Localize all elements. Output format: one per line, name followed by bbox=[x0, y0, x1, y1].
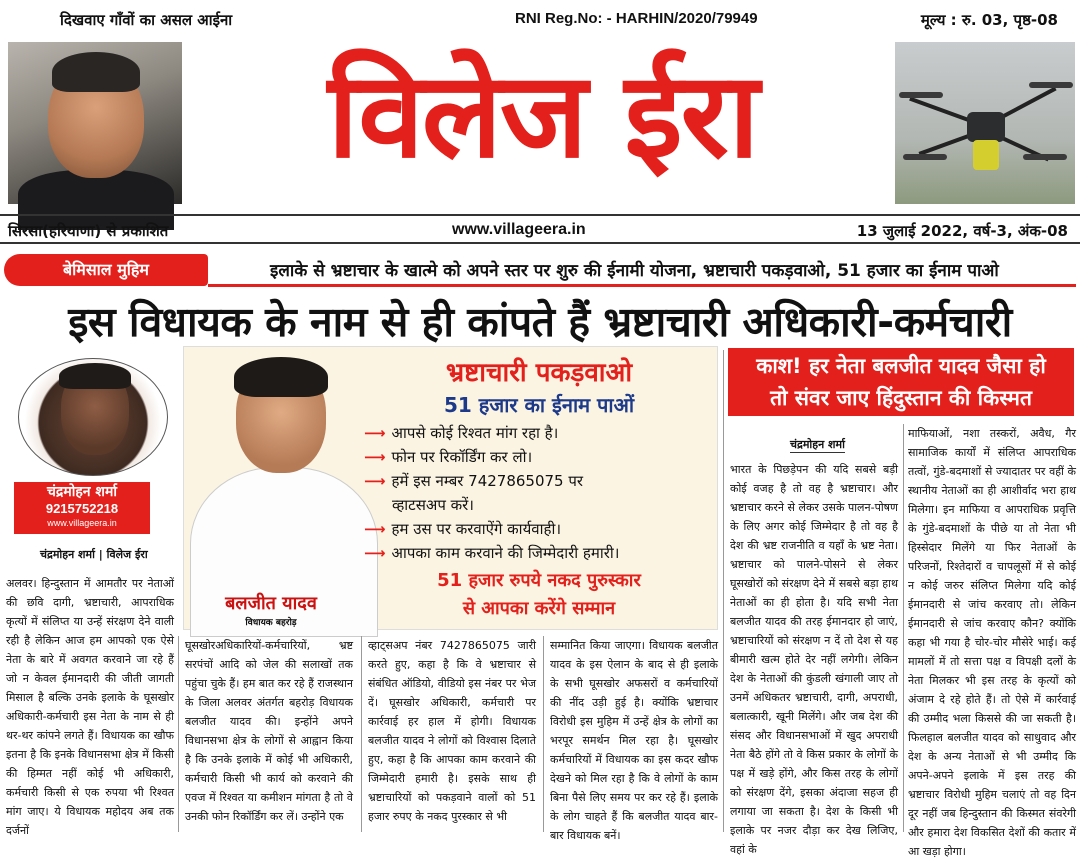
anti-corruption-ad bbox=[183, 346, 718, 630]
published-from: सिरसा(हरियाणा) से प्रकाशित bbox=[8, 222, 169, 240]
reporter-photo bbox=[18, 358, 168, 476]
arrow-icon: ⟶ bbox=[364, 472, 386, 490]
ad-title: भ्रष्टाचारी पकड़वाओ bbox=[445, 358, 633, 388]
article-column-1: अलवर। हिन्दुस्तान में आमतौर पर नेताओं की छवि दागी, भ्रष्टाचारी, आपराधिक कृत्यों में संलिप्त या उन्हें संरक्षण देने वाली रही है लेकिन आज हम आपको एक ऐसे नेता के बारे में अवगत करवाने जा रहे हैं जो न केवल ईमानदारी की जीती जागती मिसाल है बल्कि उनके इलाके के घूसखोर अधिकारी-कर्मचारी इस नेता के नाम से ही थर-थर कांपने लगते हैं। विधायक का खौफ इतना है कि इनके विधानसभा क्षेत्र में किसी की हिम्मत नहीं कोई भी अधिकारी, कर्मचारी किसी से एक रुपया भी रिश्वत मांग जाए। ये विधायक महोदय अब तक दर्जनों bbox=[6, 577, 174, 837]
politician-photo bbox=[8, 42, 182, 204]
reporter-phone: 9215752218 bbox=[45, 501, 119, 516]
drone-photo bbox=[895, 42, 1075, 204]
campaign-banner bbox=[0, 252, 1080, 288]
ad-list bbox=[364, 421, 714, 565]
mla-title: विधायक बहरोड़ bbox=[245, 618, 297, 628]
campaign-text: इलाके से भ्रष्टाचार के खात्मे को अपने स्तर पर शुरु की ईनामी योजना, भ्रष्टाचारी पकड़वाओ, 51 हजार का ईनाम पाओ bbox=[270, 261, 999, 281]
ad-item: ⟶ हमें इस नम्बर 7427865075 पर bbox=[364, 472, 584, 490]
ad-subtitle: 51 हजार का ईनाम पाओं bbox=[443, 393, 635, 417]
rni-number: RNI Reg.No: - HARHIN/2020/79949 bbox=[515, 10, 758, 27]
mla-name: बलजीत यादव bbox=[225, 593, 317, 614]
article-column-3: व्हाट्सअप नंबर 7427865075 जारी करते हुए, कहा है कि वे भ्रष्टाचार से संबंधित ऑडियो, वीडियो इस नंबर पर भेज दें। घूसखोर अधिकारी, कर्मचारी पर कार्रवाई हर हाल में होगी। विधायक बलजीत यादव ने लोगों को विश्वास दिलाते हुए, कहा है कि आपका काम करवाने की जिम्मेदारी हमारी है। इसके साथ ही भ्रष्टाचारियों को पकड़वाने वालों को 51 हजार रुपए के नकद पुरस्कार से भी bbox=[368, 639, 536, 823]
opinion-byline: चंद्रमोहन शर्मा bbox=[790, 438, 845, 451]
arrow-icon: ⟶ bbox=[364, 520, 386, 538]
article-column-2: घूसखोरअधिकारियों-कर्मचारियों, भ्रष्ट सरपंचों आदि को जेल की सलाखों तक पहुंचा चुके हैं। हम बात कर रहे हैं राजस्थान के जिला अलवर अंतर्गत बहरोड़ विधायक बलजीत यादव की। इन्होंने अपने विधानसभा क्षेत्र के लोगों से आह्वान किया है कि उनके इलाके में कोई भी अधिकारी, कर्मचारी किसी भी कार्य को करवाने की एवज में रिश्वत या कमीशन मांगता है तो वे उनकी फोन रिकॉर्डिंग कर लें। उन्होंने एक bbox=[185, 639, 353, 823]
ad-item: ⟶ फोन पर रिकॉर्डिंग कर लो। bbox=[364, 448, 533, 466]
website-link[interactable]: www.villageera.in bbox=[452, 221, 586, 238]
ad-reward: 51 हजार रुपये नकद पुरुस्कार से आपका करेंगे सम्मान bbox=[437, 570, 641, 619]
opinion-headline: काश! हर नेता बलजीत यादव जैसा हो तो संवर जाए हिंदुस्तान की किस्मत bbox=[728, 348, 1074, 416]
opinion-column-1: भारत के पिछड़ेपन की यदि सबसे बड़ी कोई वजह है तो वह है भ्रष्टाचार। और भ्रष्टाचार करने से लेकर उसके पालन-पोषण के लिए अगर कोई जिम्मेदार है तो वह है देश की भ्रष्ट राजनीति व यहाँ के भ्रष्ट नेता। भ्रष्टाचार को पालने-पोसने से लेकर घूसखोरों को संरक्षण देने में सबसे बड़ा हाथ नेताओं का ही होता है। यदि सभी नेता बलजीत यादव की तरह ईमानदार हो जाएं, भ्रष्टाचारियों को संरक्षण न दें तो देश से यह बीमारी खत्म होते देर नहीं लगेगी। लेकिन देश के नेताओं की कुंडली खंगाली जाए तो उनमें अधिकतर भ्रष्टाचारी, दागी, अपराधी, बलात्कारी, खूनी मिलेंगे। और जब देश की संसद और विधानसभाओं में खुद अपराधी नेता बैठे होंगे तो वे किस प्रकार के लोगों के पक्ष में खड़े होंगे, और किस तरह के लोगों को संरक्षण देंगे, इसका अंदाजा सहज ही लगाया जा सकता है। देश के किसी भी इलाके पर नजर दौड़ा कर देख लिजिए, वहां के bbox=[730, 463, 898, 856]
price-pages: मूल्य : रु. 03, पृष्ठ-08 bbox=[920, 11, 1058, 29]
arrow-icon: ⟶ bbox=[364, 544, 386, 562]
article-byline: चंद्रमोहन शर्मा | विलेज ईरा bbox=[40, 548, 148, 561]
ad-item: ⟶ आपका काम करवाने की जिम्मेदारी हमारी। bbox=[364, 544, 620, 562]
main-headline: इस विधायक के नाम से ही कांपते हैं भ्रष्टाचारी अधिकारी-कर्मचारी bbox=[68, 298, 1012, 346]
arrow-icon: ⟶ bbox=[364, 424, 386, 442]
top-strip bbox=[0, 6, 1080, 32]
arrow-icon: ⟶ bbox=[364, 448, 386, 466]
opinion-column-2: माफियाओं, नशा तस्करों, अवैध, गैर सामाजिक कार्यों में संलिप्त आपराधिक तत्वों, गुंडे-बदमाशों से ज्यादातर पर वहीं के स्थानीय नेताओं का ही आशीर्वाद भरा हाथ मिलेगा। इन माफिया व आपराधिक प्रवृत्ति के गुंडे-बदमाशों के पीछे या तो नेता भी हिस्सेदार मिलेंगे या फिर नेताओं के परिजनों, रिश्तेदारों व चापलूसों में से कोई न कोई जरुर संलिप्त मिलेगा यदि कोई ईमानदारी से जांच करवाए तो। लेकिन ईमानदारी से जांच करवाए कौन? क्योंकि कहा भी गया है चोर-चोर मौसेरे भाई। कई मामलों में तो सत्ता पक्ष व विपक्षी दलों के नेता मिलकर भी इस तरह के कृत्यों को अंजाम दे रहे होते हैं। तो ऐसे में कार्रवाई की उम्मीद भला किससे की जा सकती है। फिलहाल बलजीत यादव को साधुवाद और देश के अन्य नेताओं से भी उम्मीद कि अपने-अपने इलाके में इस तरह की भ्रष्टाचार विरोधी मुहिम चलाएं तो वह दिन दूर नहीं जब हिन्दुस्तान की किस्मत संवरेगी और हमारा देश विकसित देशों की कतार में आ खड़ा होगा। bbox=[908, 427, 1076, 858]
reporter-name: चंद्रमोहन शर्मा bbox=[47, 484, 117, 500]
info-bar bbox=[0, 214, 1080, 244]
ad-item: व्हाटसअप करें। bbox=[392, 496, 474, 514]
ad-item: ⟶ आपसे कोई रिश्वत मांग रहा है। bbox=[364, 424, 559, 442]
article-column-4: सम्मानित किया जाएगा। विधायक बलजीत यादव के इस ऐलान के बाद से ही इलाके के सभी घूसखोर अफसरों व कर्मचारियों की नींद उड़ी हुई है। क्योंकि भ्रष्टाचार विरोधी इस मुहिम में उन्हें क्षेत्र के लोगों का भरपूर समर्थन मिल रहा है। घूसखोर कर्मचारियों में विधायक का इस कदर खौफ देखने को मिल रहा है कि वे लोगों के काम बिना पैसे लिए समय पर कर रहे हैं। इलाके के लोग चाहते हैं कि बलजीत यादव बार-बार विधायक बनें। bbox=[550, 639, 718, 842]
reporter-card bbox=[14, 482, 150, 534]
campaign-label: बेमिसाल मुहिम bbox=[4, 254, 208, 286]
mla-photo bbox=[186, 347, 386, 631]
masthead-title: विलेज ईरा bbox=[327, 46, 758, 184]
reporter-web: www.villageera.in bbox=[47, 518, 117, 528]
issue-date: 13 जुलाई 2022, वर्ष-3, अंक-08 bbox=[856, 222, 1068, 240]
tagline: दिखवाए गाँवों का असल आईना bbox=[60, 11, 233, 29]
ad-item: ⟶ हम उस पर करवाऐंगे कार्यवाही। bbox=[364, 520, 562, 538]
